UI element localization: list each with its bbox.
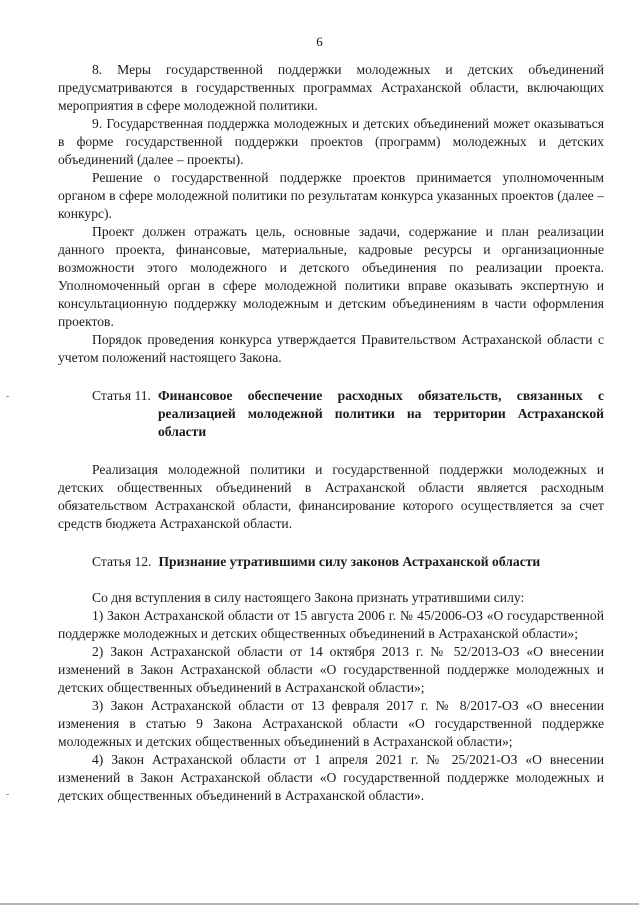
- scan-mark-left-1: [6, 396, 9, 397]
- paragraph-project: Проект должен отражать цель, основные задачи, содержание и план реализации данного проекта, финансовые, материальные, кадровые ресурсы и организационные возможности этого молодежного и детского объединения по реализации проекта. Уполномоченный орган в сфере молодежной политики вправе оказывать экспертную и консультационную поддержку молодежным и детским объединениям в части оформления проектов.: [58, 224, 604, 329]
- article-12-item-2: 2) Закон Астраханской области от 14 октября 2013 г. № 52/2013-ОЗ «О внесении изменений в Закон Астраханской области «О государственной поддержке молодежных и детских общественных объединений в Астраханской области»;: [58, 644, 604, 695]
- article-12-intro: Со дня вступления в силу настоящего Закона признать утратившими силу:: [92, 590, 525, 605]
- paragraph-8: 8. Меры государственной поддержки молодежных и детских объединений предусматриваются в государственных программах Астраханской области, включающих мероприятия в сфере молодежной политики.: [58, 62, 604, 113]
- paragraph-procedure: Порядок проведения конкурса утверждается Правительством Астраханской области с учетом положений настоящего Закона.: [58, 332, 604, 365]
- article-11-number: Статья 11.: [92, 388, 151, 403]
- article-12-number: Статья 12.: [92, 554, 152, 569]
- article-11-text: Реализация молодежной политики и государственной поддержки молодежных и детских общественных объединений в Астраханской области является расходным обязательством Астраханской области, финансирование которого осуществляется за счет средств бюджета Астраханской области.: [58, 462, 604, 531]
- article-12-heading: [58, 553, 604, 571]
- article-12-item-4: 4) Закон Астраханской области от 1 апреля 2021 г. № 25/2021-ОЗ «О внесении изменений в Закон Астраханской области «О государственной поддержке молодежных и детских общественных объединений в Астраханской области».: [58, 752, 604, 803]
- paragraph-decision: Решение о государственной поддержке проектов принимается уполномоченным органом в сфере молодежной политики по результатам конкурса указанных проектов (далее – конкурс).: [58, 170, 604, 221]
- article-11-heading: [58, 387, 604, 441]
- page-number: 6: [316, 34, 323, 49]
- paragraph-9: 9. Государственная поддержка молодежных и детских объединений может оказываться в форме государственной поддержки проектов (программ) молодежных и детских объединений (далее – проекты).: [58, 116, 604, 167]
- scan-mark-left-2: [6, 794, 9, 795]
- article-12-item-1: 1) Закон Астраханской области от 15 августа 2006 г. № 45/2006-ОЗ «О государственной поддержке молодежных и детских общественных объединений в Астраханской области»;: [58, 608, 604, 641]
- article-12-item-3: 3) Закон Астраханской области от 13 февраля 2017 г. № 8/2017-ОЗ «О внесении изменения в статью 9 Закона Астраханской области «О государственной поддержке молодежных и детских общественных объединений в Астраханской области»;: [58, 698, 604, 749]
- article-11-title: Финансовое обеспечение расходных обязательств, связанных с реализацией молодежной политики на территории Астраханской области: [157, 388, 604, 439]
- document-body: [58, 61, 604, 805]
- article-12-title: Признание утратившими силу законов Астраханской области: [158, 554, 541, 569]
